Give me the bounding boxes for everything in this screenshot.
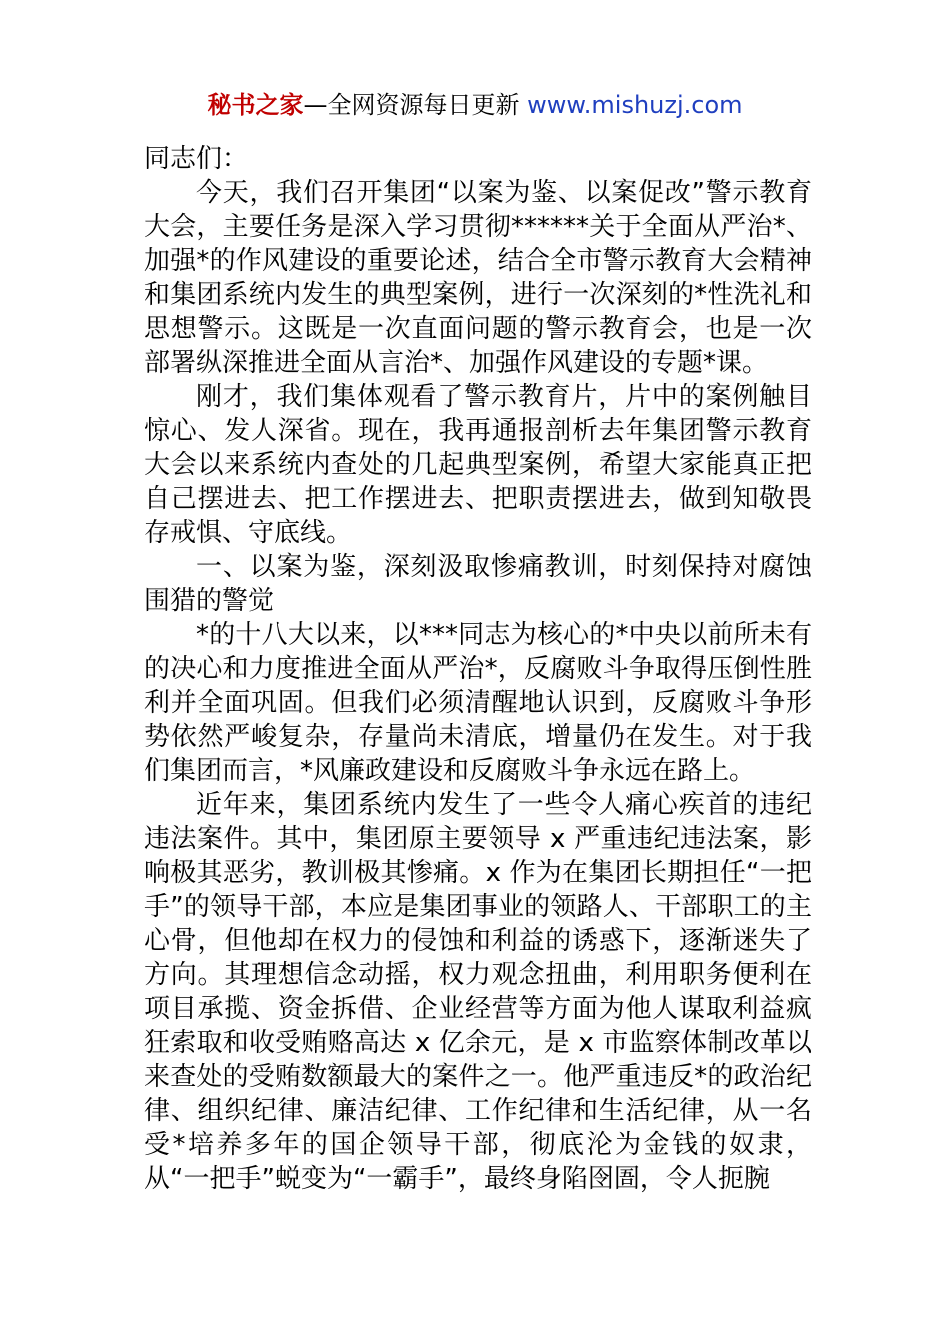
paragraph-video: 刚才，我们集体观看了警示教育片，片中的案例触目惊心、发人深省。现在，我再通报剖析去年集团警示教育大会以来系统内查处的几起典型案例，希望大家能真正把自己摆进去、把工作摆进去、把职责摆进去，做到知敬畏存戒惧、守底线。 xyxy=(144,382,812,548)
section-heading-1: 一、以案为鉴，深刻汲取惨痛教训，时刻保持对腐蚀围猎的警觉 xyxy=(144,552,812,616)
brand-name: 秘书之家 xyxy=(207,91,304,119)
paragraph-opening: 今天，我们召开集团“以案为鉴、以案促改”警示教育大会，主要任务是深入学习贯彻******关于全面从严治*、加强*的作风建设的重要论述，结合全市警示教育大会精神和集团系统内发生的典型案例，进行一次深刻的*性洗礼和思想警示。这既是一次直面问题的警示教育会，也是一次部署纵深推进全面从言治*、加强作风建设的专题*课。 xyxy=(144,178,812,378)
site-url-link[interactable]: www.mishuzj.com xyxy=(527,91,743,119)
paragraph-anticorruption: *的十八大以来，以***同志为核心的*中央以前所未有的决心和力度推进全面从严治*，反腐败斗争取得压倒性胜利并全面巩固。但我们必须清醒地认识到，反腐败斗争形势依然严峻复杂，存量尚未清底，增量仍在发生。对于我们集团而言，*风廉政建设和反腐败斗争永远在路上。 xyxy=(144,620,812,786)
site-header xyxy=(0,88,950,122)
header-slogan: —全网资源每日更新 xyxy=(303,91,528,119)
document-body xyxy=(144,142,812,1196)
salutation: 同志们： xyxy=(144,144,249,174)
paragraph-case: 近年来，集团系统内发生了一些令人痛心疾首的违纪违法案件。其中，集团原主要领导 x 严重违纪违法案，影响极其恶劣，教训极其惨痛。x 作为在集团长期担任“一把手”的领导干部，本应是集团事业的领路人、干部职工的主心骨，但他却在权力的侵蚀和利益的诱惑下，逐渐迷失了方向。其理想信念动摇，权力观念扭曲，利用职务便利在项目承揽、资金拆借、企业经营等方面为他人谋取利益疯狂索取和收受贿赂高达 x 亿余元，是 x 市监察体制改革以来查处的受贿数额最大的案件之一。他严重违反*的政治纪律、组织纪律、廉洁纪律、工作纪律和生活纪律，从一名受*培养多年的国企领导干部，彻底沦为金钱的奴隶，从“一把手”蜕变为“一霸手”，最终身陷囹圄，令人扼腕 xyxy=(144,790,812,1194)
